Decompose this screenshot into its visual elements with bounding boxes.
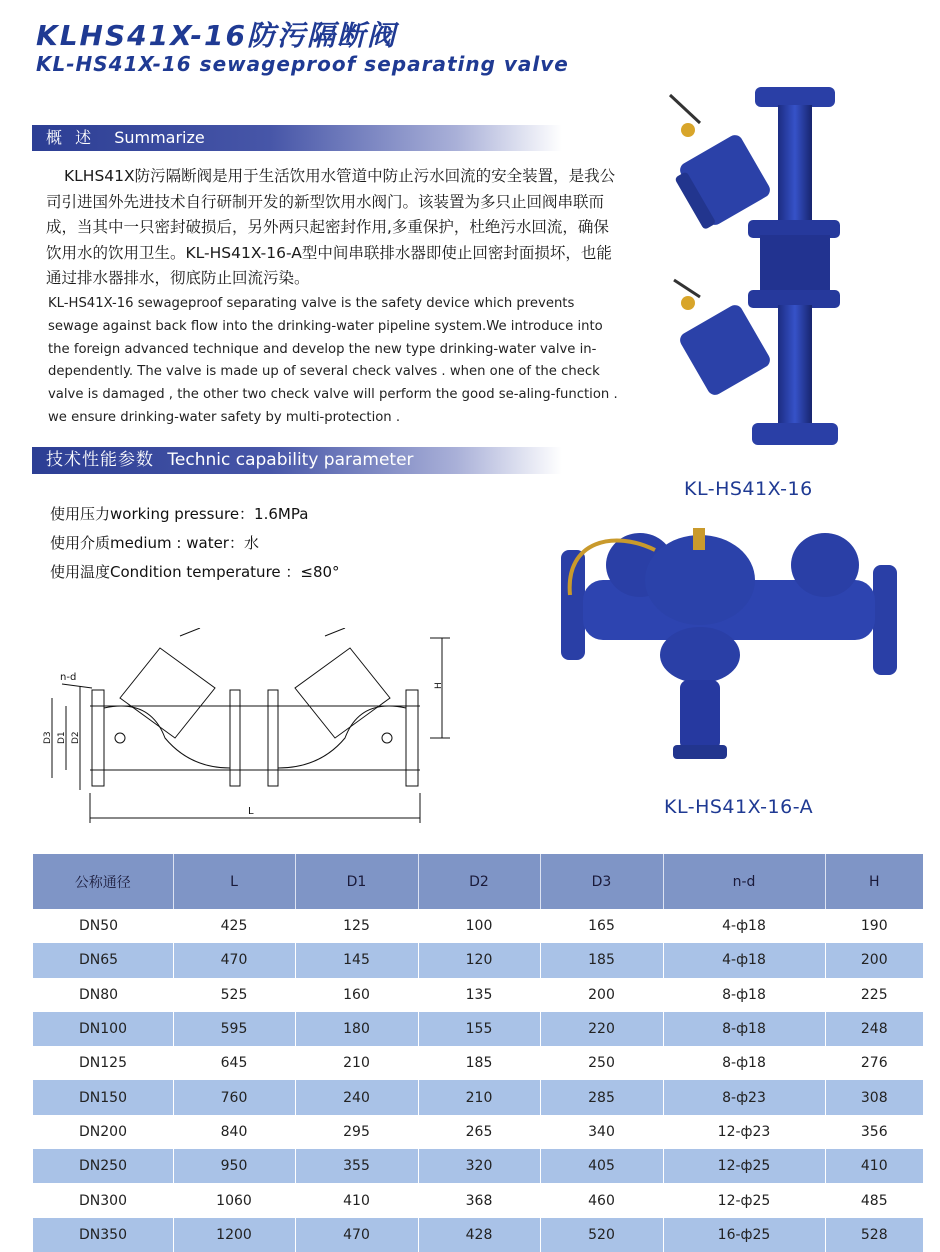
dim-label-D2: D2 [71,731,81,744]
dim-label-L: L [248,806,254,817]
table-header-cell: D3 [540,854,663,909]
strainer-right [791,533,859,597]
table-cell: DN150 [33,1080,173,1114]
spec-pressure: 使用压力working pressure：1.6MPa [50,505,309,523]
table-cell: 200 [825,943,923,977]
table-cell: 470 [173,943,295,977]
table-cell: 8-ф18 [663,978,825,1012]
table-cell: 460 [540,1183,663,1217]
dimension-table [33,854,923,1252]
table-cell: 4-ф18 [663,909,825,943]
table-row [33,1012,923,1046]
table-cell: 160 [295,978,418,1012]
table-cell: 528 [825,1218,923,1252]
table-row [33,1149,923,1183]
table-cell: 356 [860,1123,888,1140]
table-cell: 595 [173,1012,295,1046]
dim-label-H: H [434,682,444,689]
table-cell: 135 [418,978,540,1012]
strainer-lower [677,302,773,398]
drain-outlet [680,680,720,750]
table-cell: 1060 [173,1183,295,1217]
table-cell: 4-ф18 [663,943,825,977]
table-cell: 12-ф23 [663,1115,825,1149]
dim-label-D1: D1 [57,731,67,744]
section-header-params-en: Technic capability parameter [167,450,414,470]
table-cell: 295 [295,1115,418,1149]
table-cell: 320 [418,1149,540,1183]
valve-photo-bottom [555,520,905,780]
table-cell: 8-ф23 [663,1080,825,1114]
table-cell: 220 [540,1012,663,1046]
table-cell: DN80 [33,978,173,1012]
summary-en-line: valve is damaged , the other two check valve will perform the good se-aling-function . [48,387,618,403]
table-row [33,1183,923,1217]
ball-valve-handle-upper [681,123,695,137]
table-cell: 165 [540,909,663,943]
section-header-summary-cn: 概 述 [46,128,96,147]
section-header-params-cn: 技术性能参数 [46,450,154,470]
summary-en-paragraph [48,293,620,430]
summary-en-line: the foreign advanced technique and develop the new type drinking-water valve in- [48,341,597,357]
table-header-cell: D2 [418,854,540,909]
table-cell: 368 [418,1183,540,1217]
table-cell: 145 [295,943,418,977]
table-cell: DN250 [33,1149,173,1183]
table-cell: 180 [295,1012,418,1046]
table-cell: 265 [418,1115,540,1149]
table-cell: 340 [540,1115,663,1149]
summary-en-line: dependently. The valve is made up of several check valves . when one of the check [48,364,600,380]
flange-top [755,87,835,107]
caption-top-valve: KL-HS41X-16 [684,478,813,500]
page-title-en: KL-HS41X-16 sewageproof separating valve [36,52,569,76]
table-cell: 410 [295,1183,418,1217]
table-cell: 520 [540,1218,663,1252]
table-header-cell: 公称通径 [33,854,173,909]
caption-bottom-valve: KL-HS41X-16-A [664,796,814,818]
table-cell: 425 [173,909,295,943]
drain-body [660,627,740,683]
table-cell: 200 [540,978,663,1012]
drain-flange [673,745,727,759]
strainer-upper [677,132,773,228]
section-header-summary-en: Summarize [114,128,205,147]
table-cell: 185 [540,943,663,977]
table-cell: DN200 [33,1115,173,1149]
table-header-cell: n-d [663,854,825,909]
table-cell: 248 [825,1012,923,1046]
table-cell: 225 [860,986,888,1003]
table-cell: 470 [295,1218,418,1252]
table-cell: 840 [173,1115,295,1149]
table-cell: 760 [173,1080,295,1114]
page-title-cn: KLHS41X-16防污隔断阀 [36,19,397,52]
table-header-cell: D1 [295,854,418,909]
section-header-params [32,447,562,474]
table-cell: 645 [173,1046,295,1080]
table-cell: 250 [540,1046,663,1080]
check-section [760,235,830,295]
spec-list [50,500,340,587]
table-cell: 428 [418,1218,540,1252]
table-cell: DN100 [33,1012,173,1046]
table-cell: 405 [540,1149,663,1183]
table-row [33,943,923,977]
table-cell: DN50 [33,909,173,943]
table-cell: 8-ф18 [663,1046,825,1080]
summary-cn-paragraph [46,164,616,292]
table-cell: 276 [860,1055,888,1072]
table-cell: DN350 [33,1218,173,1252]
flange-bottom [752,423,838,445]
flange-right [873,565,897,675]
table-cell: DN125 [33,1046,173,1080]
table-cell: 190 [860,918,888,935]
dim-label-nd: n-d [60,672,77,683]
table-header-row [33,854,923,909]
table-cell: 950 [173,1149,295,1183]
table-header-cell: L [173,854,295,909]
table-cell: 125 [295,909,418,943]
table-cell: 8-ф18 [663,1012,825,1046]
table-cell: 485 [860,1192,888,1209]
table-cell: 185 [418,1046,540,1080]
summary-cn-text: KLHS41X防污隔断阀是用于生活饮用水管道中防止污水回流的安全装置，是我公司引进国外先进技术自行研制开发的新型饮用水阀门。该装置为多只止回阀串联而成，当其中一只密封破损后，另外两只起密封作用,多重保护，杜绝污水回流，确保饮用水的饮用卫生。KL-HS41X-16-A型中间串联排水器即使止回密封面损坏，也能通过排水器排水，彻底防止回流污染。 [46,167,616,287]
table-cell: 100 [418,909,540,943]
table-cell: 525 [173,978,295,1012]
spec-medium: 使用介质medium : water：水 [50,534,259,552]
table-row [33,1115,923,1149]
table-header-cell: H [825,854,923,909]
table-cell: 410 [825,1149,923,1183]
pipe-lower [778,305,812,425]
table-cell: 12-ф25 [663,1183,825,1217]
table-row [33,1080,923,1114]
ball-valve-handle-lower [681,296,695,310]
table-cell: 210 [418,1080,540,1114]
table-cell: 285 [540,1080,663,1114]
table-cell: 16-ф25 [663,1218,825,1252]
table-cell: 355 [295,1149,418,1183]
table-row [33,909,923,943]
section-header-summary [32,125,562,151]
table-cell: DN300 [33,1183,173,1217]
brass-fitting [693,528,705,550]
summary-en-line: KL-HS41X-16 sewageproof separating valve is the safety device which prevents [48,296,575,311]
table-row [33,1046,923,1080]
table-cell: 120 [418,943,540,977]
summary-en-line: sewage against back flow into the drinking-water pipeline system.We introduce into [48,318,603,334]
table-cell: 210 [295,1046,418,1080]
table-row [33,1218,923,1252]
summary-en-line: we ensure drinking-water safety by multi-protection . [48,409,401,425]
dimension-drawing [40,628,460,828]
table-cell: DN65 [33,943,173,977]
table-cell: 308 [825,1080,923,1114]
valve-photo-top [660,85,860,455]
spec-temperature: 使用温度Condition temperature ：≤80° [50,563,340,581]
dim-label-D3: D3 [43,731,53,744]
table-cell: 1200 [173,1218,295,1252]
table-cell: 12-ф25 [663,1149,825,1183]
table-cell: 155 [418,1012,540,1046]
table-cell: 240 [295,1080,418,1114]
table-row [33,978,923,1012]
